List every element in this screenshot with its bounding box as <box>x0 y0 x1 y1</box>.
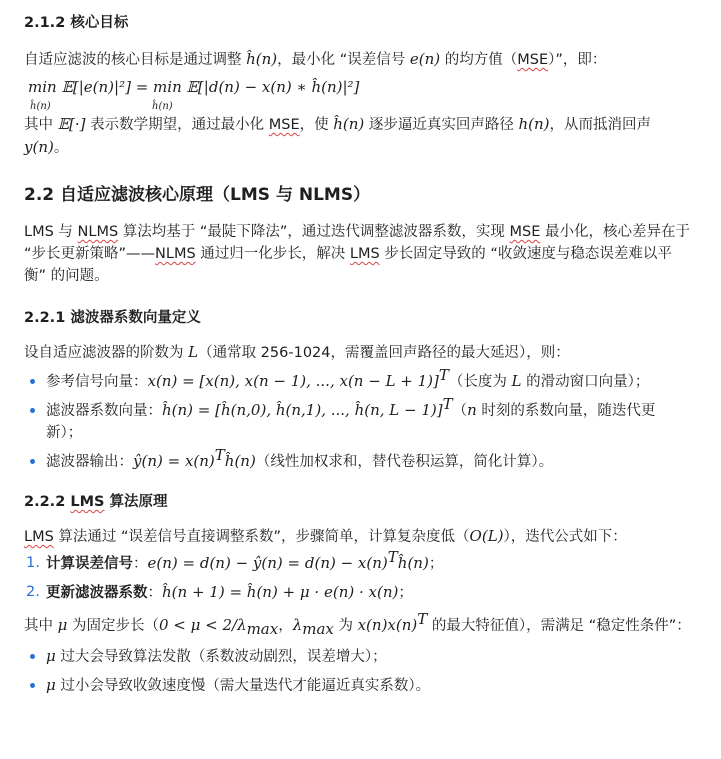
math-y-n: y(n) <box>24 138 54 156</box>
spell-flag-lms: LMS <box>24 529 54 545</box>
min-subscript-right: ĥ(n) <box>152 101 173 112</box>
math-y-hat: ŷ(n) = x(n) <box>133 452 215 470</box>
math-x-vector: x(n) = [x(n), x(n − 1), ..., x(n − L + 1)] <box>147 372 439 390</box>
math-mu-range: 0 < μ < 2/λ <box>158 616 247 634</box>
list-item-filter-output: 滤波器输出：ŷ(n) = $x(n)^Tĥ(n)$（线性加权求和，替代卷积运算，简化计算）。 <box>24 450 691 473</box>
step-size-conditions-list <box>24 645 691 697</box>
math-autocorrelation: x(n)x(n) <box>357 616 418 634</box>
lms-steps-list <box>24 548 691 604</box>
section-heading-2-1-2: 2.1.2 核心目标 <box>24 15 129 31</box>
list-item-reference-vector: 参考信号向量：x(n) = [x(n), x(n − 1), ..., x(n − L + 1)]$^T$（长度为 L 的滑动窗口向量）； <box>24 370 691 393</box>
spell-flag-nlms: NLMS <box>77 224 119 240</box>
goal-paragraph: 自适应滤波的核心目标是通过调整 ĥ(n)，最小化 “误差信号 e(n) 的均方值（MSE）”，即： <box>24 50 607 68</box>
list-item-mu-small: μ 过小会导致收敛速度慢（需大量迭代才能逼近真实系数）。 <box>24 674 691 697</box>
math-error-formula: e(n) = d(n) − ŷ(n) = d(n) − x(n) <box>147 554 388 572</box>
lms-intro: LMS 算法通过 “误差信号直接调整系数”，步骤简单，计算复杂度低（O(L)），迭代公式如下： <box>24 527 627 545</box>
math-update-formula: ĥ(n + 1) = ĥ(n) + μ · e(n) · x(n) <box>162 583 399 601</box>
math-h-hat: ĥ(n) <box>333 115 365 133</box>
min-subscript-left: ĥ(n) <box>30 101 51 112</box>
goal-explanation: 其中 𝔼[·] 表示数学期望，通过最小化 MSE，使 ĥ(n) 逐步逼近真实回声路径 h(n)，从而抵消回声 y(n)。 <box>24 115 652 156</box>
objective-formula <box>24 77 691 113</box>
math-L: L <box>188 343 199 361</box>
math-lambda-max: λ <box>292 616 303 634</box>
spell-flag-mse: MSE <box>268 117 300 133</box>
math-complexity: O(L) <box>469 527 504 545</box>
math-mu: μ <box>57 616 68 634</box>
list-item-mu-large: μ 过大会导致算法发散（系数波动剧烈，误差增大）； <box>24 645 691 668</box>
section-heading-2-2: 2.2 自适应滤波核心原理（LMS 与 NLMS） <box>24 185 371 205</box>
step-size-explanation: 其中 μ 为固定步长（$0 < \mu < 2/\lambda_{max}$，$\lambda_{max}$ 为 $x(n)x(n)^T$ 的最大特征值），需满足 “稳定性条件”： <box>24 610 691 638</box>
list-item-step-error: 1. 计算误差信号：e(n) = d(n) − ŷ(n) = $d(n) - x(n)^Tĥ(n)$； <box>26 548 444 572</box>
math-e-n: e(n) <box>409 50 441 68</box>
spell-flag-nlms: NLMS <box>155 246 196 262</box>
vector-definition-list <box>24 366 691 473</box>
list-item-step-update: 2. 更新滤波器系数：ĥ(n + 1) = ĥ(n) + μ · e(n) · x(n)； <box>26 583 413 601</box>
vector-intro: 设自适应滤波器的阶数为 L（通常取 256-1024，需覆盖回声路径的最大延迟），则： <box>24 343 570 361</box>
math-h-hat: ĥ(n) <box>246 50 278 68</box>
objective-formula-main: min 𝔼[|e(n)|²] = min 𝔼[|d(n) − x(n) ∗ ĥ(n)|²] <box>28 78 360 96</box>
math-h-vector: ĥ(n) = [ĥ(n,0), ĥ(n,1), ..., ĥ(n, L − 1)] <box>162 401 443 419</box>
section-heading-2-2-2: 2.2.2 LMS 算法原理 <box>24 494 168 510</box>
section-heading-2-2-1: 2.2.1 滤波器系数向量定义 <box>24 310 201 326</box>
math-h-n: h(n) <box>518 115 550 133</box>
spell-flag-mse: MSE <box>509 224 541 240</box>
list-item-coefficient-vector: 滤波器系数向量：ĥ(n) = [ĥ(n,0), ĥ(n,1), ..., ĥ(n, L − 1)]$^T$（n 时刻的系数向量，随迭代更新）； <box>24 399 691 444</box>
spell-flag-mse: MSE <box>517 52 549 68</box>
spell-flag-lms: LMS <box>70 494 105 510</box>
principle-paragraph: LMS 与 NLMS 算法均基于 “最陡下降法”，通过迭代调整滤波器系数，实现 MSE 最小化，核心差异在于 “步长更新策略”——NLMS 通过归一化步长，解决 LMS 步长固定导致的 “收敛速度与稳态误差难以平衡” 的问题。 <box>24 224 691 284</box>
spell-flag-lms: LMS <box>349 246 380 262</box>
math-expectation: 𝔼[·] <box>57 115 86 133</box>
